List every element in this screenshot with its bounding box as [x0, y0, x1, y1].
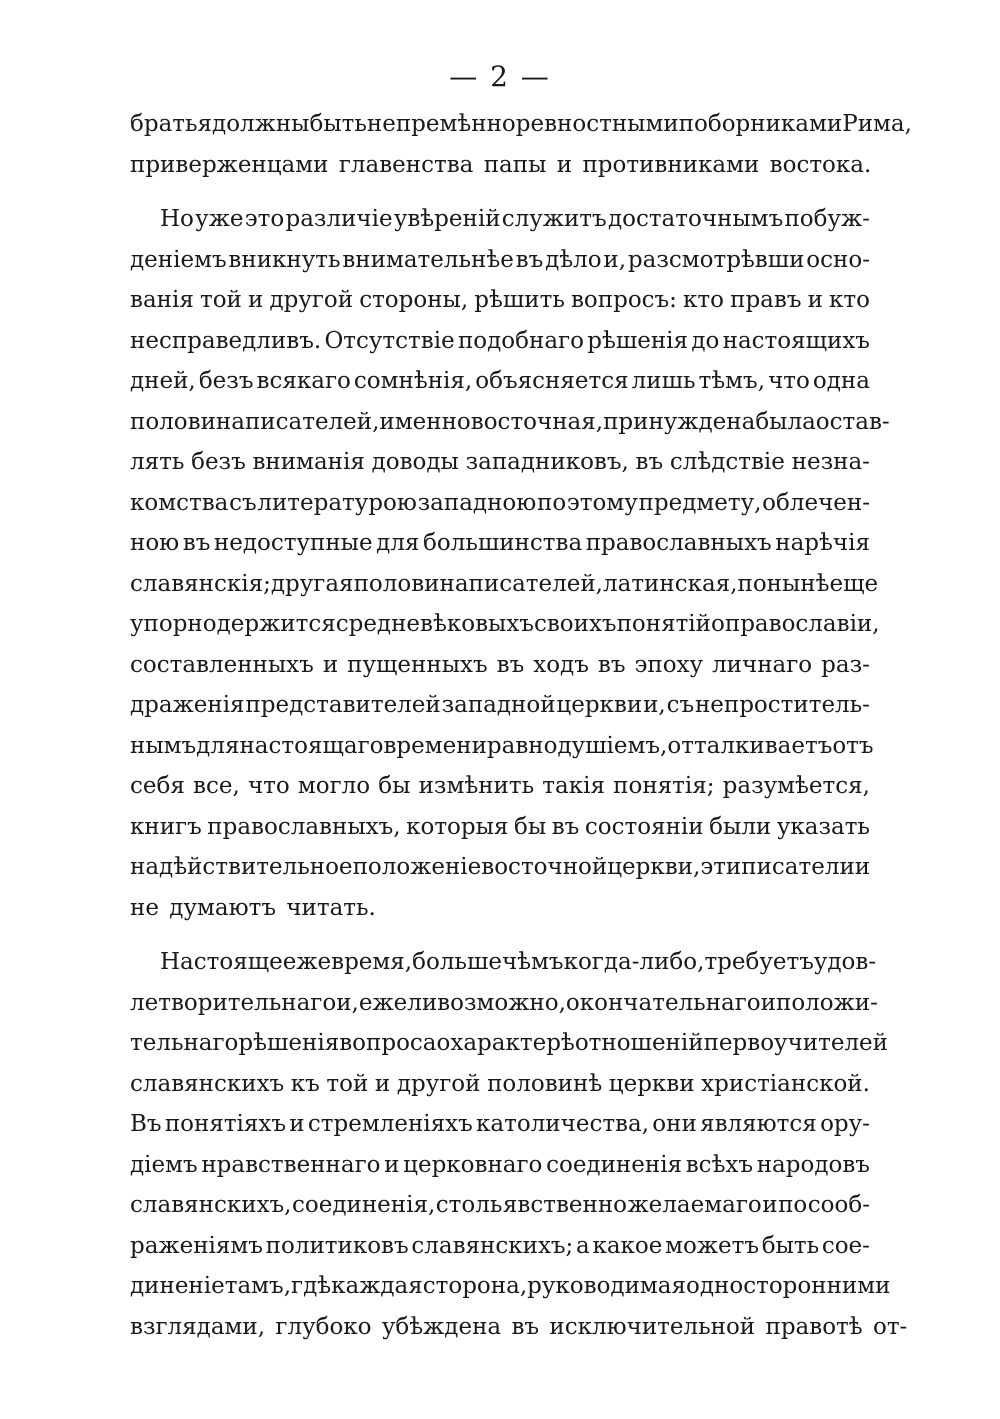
text-line: себя все, что могло бы измѣнить такія понятія; разумѣется, — [130, 773, 870, 799]
text-line: славянскихъ къ той и другой половинѣ церкви христіанской. — [130, 1070, 870, 1097]
paragraph-gap — [130, 185, 870, 199]
text-line: лять безъ вниманія доводы западниковъ, въ слѣдствіе незна- — [130, 449, 870, 475]
text-line: дней, безъ всякаго сомнѣнія, объясняется лишь тѣмъ, что одна — [130, 368, 870, 394]
text-line: на дѣйствительное положеніе восточной церкви, эти писатели и — [130, 854, 871, 880]
text-line: Въ понятіяхъ и стремленіяхъ католичества, они являются ору- — [130, 1111, 870, 1137]
paragraph — [130, 199, 890, 928]
text-line: тельнаго рѣшенія вопроса о характерѣ отношеній первоучителей — [130, 1030, 888, 1056]
text-line: нымъ для настоящаго времени равнодушіемъ, отталкиваетъ отъ — [130, 732, 874, 759]
text-line: діемъ нравственнаго и церковнаго соединенія всѣхъ народовъ — [130, 1151, 870, 1178]
text-line: диненіе тамъ, гдѣ каждая сторона, руководимая односторонними — [130, 1273, 891, 1299]
text-line: драженія представителей западной церкви и, съ непроститель- — [130, 692, 870, 718]
text-line: деніемъ вникнуть внимательнѣе въ дѣло и, разсмотрѣвши осно- — [130, 246, 870, 273]
text-line: книгъ православныхъ, которыя бы въ состояніи были указать — [130, 813, 870, 840]
text-line: несправедливъ. Отсутствіе подобнаго рѣшенія до настоящихъ — [130, 327, 870, 354]
paragraph-gap — [130, 928, 870, 942]
text-line: Но уже это различіе увѣреній служитъ достаточнымъ побуж- — [160, 206, 870, 232]
text-line: Настоящее же время, больше чѣмъ когда-либо, требуетъ удов- — [160, 949, 877, 975]
text-line: половина писателей, именно восточная, принуждена была остав- — [130, 408, 890, 435]
paragraph — [130, 104, 912, 185]
paragraph — [130, 942, 908, 1347]
text-line: приверженцами главенства папы и противниками востока. — [130, 151, 872, 178]
text-line: взглядами, глубоко убѣждена въ исключительной правотѣ от- — [130, 1313, 908, 1340]
text-line: раженіямъ политиковъ славянскихъ; а какое можетъ быть сое- — [130, 1232, 870, 1259]
text-line: составленныхъ и пущенныхъ въ ходъ въ эпоху личнаго раз- — [130, 651, 870, 678]
text-line: не думаютъ читать. — [130, 894, 376, 921]
page-number: — 2 — — [449, 60, 551, 93]
text-line: славянскихъ, соединенія, столь явственно желаемаго и по сооб- — [130, 1192, 870, 1218]
text-line: упорно держится средневѣковыхъ своихъ понятій о православіи, — [130, 611, 880, 637]
text-line: комства съ литературою западною по этому предмету, облечен- — [130, 489, 870, 516]
text-line: славянскія; другая половина писателей, латинская, понынѣ еще — [130, 570, 879, 597]
text-line: летворительнаго и, ежели возможно, окончательнаго и положи- — [130, 989, 878, 1016]
text-line: братья должны быть непремѣнно ревностными поборниками Рима, — [130, 111, 912, 137]
text-line: ною въ недоступные для большинства православныхъ нарѣчія — [130, 530, 870, 556]
text-line: ванія той и другой стороны, рѣшить вопросъ: кто правъ и кто — [130, 287, 870, 313]
body-text — [130, 104, 912, 1347]
